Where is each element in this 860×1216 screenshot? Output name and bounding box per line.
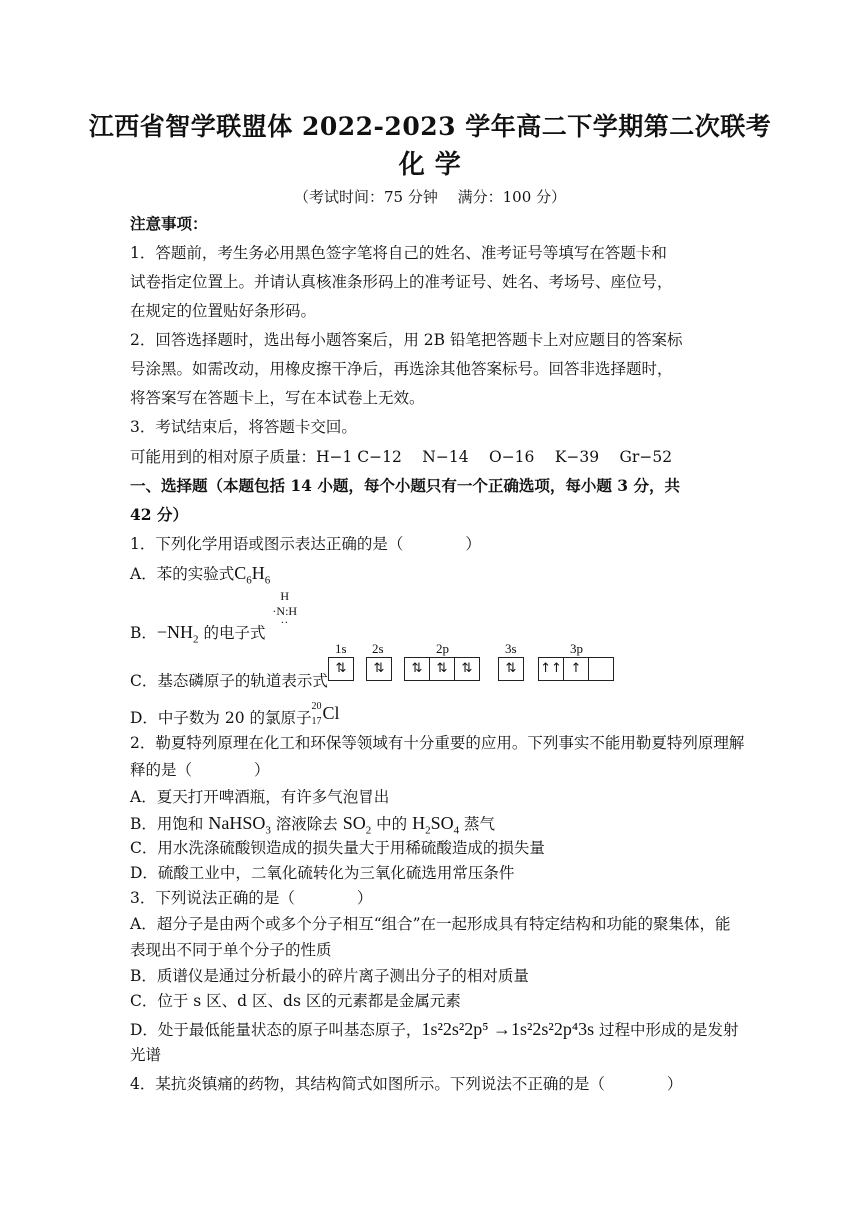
orbital-box	[366, 657, 392, 681]
notice-line: 在规定的位置贴好条形码。	[130, 302, 317, 320]
orbital-box	[538, 657, 614, 681]
orbital-label: 2p	[436, 641, 449, 656]
orbital-label: 3p	[570, 641, 583, 656]
notice-line: 2．回答选择题时，选出每小题答案后，用 2B 铅笔把答题卡上对应题目的答案标	[130, 331, 683, 349]
notice-line: 将答案写在答题卡上，写在本试卷上无效。	[130, 389, 425, 407]
electron-config: 1s²2s²2p⁵ →1s²2s²2p⁴3s	[421, 1019, 595, 1039]
section-heading-cont: 42 分）	[130, 505, 188, 524]
q4-stem: 4．某抗炎镇痛的药物，其结构简式如图所示。下列说法不正确的是（ ）	[130, 1075, 683, 1093]
q3-option-c: C．位于 s 区、d 区、ds 区的元素都是金属元素	[130, 992, 461, 1010]
section-heading: 一、选择题（本题包括 14 小题，每个小题只有一个正确选项，每小题 3 分，共	[130, 476, 680, 495]
orbital-box	[498, 657, 524, 681]
notice-line: 1．答题前，考生务必用黑色签字笔将自己的姓名、准考证号等填写在答题卡和	[130, 244, 667, 262]
exam-title: 江西省智学联盟体 2022-2023 学年高二下学期第二次联考	[88, 112, 772, 141]
orbital-cell: ⇅	[373, 661, 385, 676]
notice-line: 号涂黑。如需改动，用橡皮擦干净后，再选涂其他答案标号。回答非选择题时，	[130, 360, 673, 378]
orbital-cell: ⇅	[405, 658, 430, 680]
orbital-cell: ⇅	[430, 658, 455, 680]
q3-option-a: A．超分子是由两个或多个分子相互“组合”在一起形成具有特定结构和功能的聚集体，能	[130, 915, 731, 933]
q1-option-b: B．$-NH_2$ 的电子式 H ·N:H ··	[130, 606, 308, 650]
chlorine-isotope: 20 17 Cl	[311, 701, 340, 727]
q2-option-c: C．用水洗涤硫酸钡造成的损失量大于用稀硫酸造成的损失量	[130, 839, 545, 857]
orbital-cell: ⇅	[505, 661, 517, 676]
benzene-formula: $C_6H_6$	[234, 563, 271, 587]
nh2-formula: $-NH_2$	[156, 622, 199, 646]
notice-line: 试卷指定位置上。并请认真核准条形码上的准考证号、姓名、考场号、座位号，	[130, 273, 673, 291]
orbital-label: 3s	[505, 641, 517, 656]
electron-dot-structure: H ·N:H ··	[272, 589, 298, 629]
subject-title: 化 学	[398, 150, 462, 180]
q3-option-d: D．处于最低能量状态的原子叫基态原子，1s²2s²2p⁵ →1s²2s²2p⁴3s 过程中形成的是发射	[130, 1019, 739, 1039]
orbital-cell: ↑	[564, 658, 589, 680]
orbital-label: 2s	[372, 641, 384, 656]
q3-stem: 3．下列说法正确的是（ ）	[130, 889, 373, 907]
orbital-diagram	[322, 641, 622, 687]
exam-meta: （考试时间：75 分钟 满分：100 分）	[293, 188, 567, 206]
q3-option-d-cont: 光谱	[130, 1046, 162, 1064]
q1-option-a: A．苯的实验式$C_6H_6$	[130, 563, 271, 587]
q2-option-d: D．硫酸工业中，二氧化硫转化为三氧化硫选用常压条件	[130, 864, 515, 882]
q3-option-b: B．质谱仪是通过分析最小的碎片离子测出分子的相对质量	[130, 967, 529, 985]
q1-option-d: D．中子数为 20 的氯原子 20 17 Cl	[130, 701, 340, 727]
notice-line: 3．考试结束后，将答题卡交回。	[130, 418, 357, 436]
orbital-box	[328, 657, 354, 681]
q2-stem: 2．勒夏特列原理在化工和环保等领域有十分重要的应用。下列事实不能用勒夏特列原理解	[130, 734, 745, 752]
q2-option-a: A．夏天打开啤酒瓶，有许多气泡冒出	[130, 788, 390, 806]
orbital-cell: ⇅	[335, 661, 347, 676]
orbital-cell: ⇅	[461, 661, 473, 676]
atomic-mass-line: 可能用到的相对原子质量：H−1 C−12 N−14 O−16 K−39 Gr−52	[130, 448, 673, 466]
q1-option-c: C．基态磷原子的轨道表示式	[130, 672, 328, 690]
notice-heading: 注意事项：	[130, 214, 208, 233]
orbital-cell: ↑↑	[539, 658, 564, 680]
q3-option-a-cont: 表现出不同于单个分子的性质	[130, 941, 332, 959]
orbital-cell	[589, 658, 613, 680]
q1-stem: 1．下列化学用语或图示表达正确的是（ ）	[130, 535, 481, 553]
q2-option-b: B．用饱和 NaHSO$_3$ 溶液除去 $SO_2$ 中的 $H_2SO_4$ 蒸气	[130, 813, 496, 837]
q2-stem-cont: 释的是（ ）	[130, 761, 270, 779]
orbital-label: 1s	[335, 641, 347, 656]
orbital-box	[404, 657, 480, 681]
